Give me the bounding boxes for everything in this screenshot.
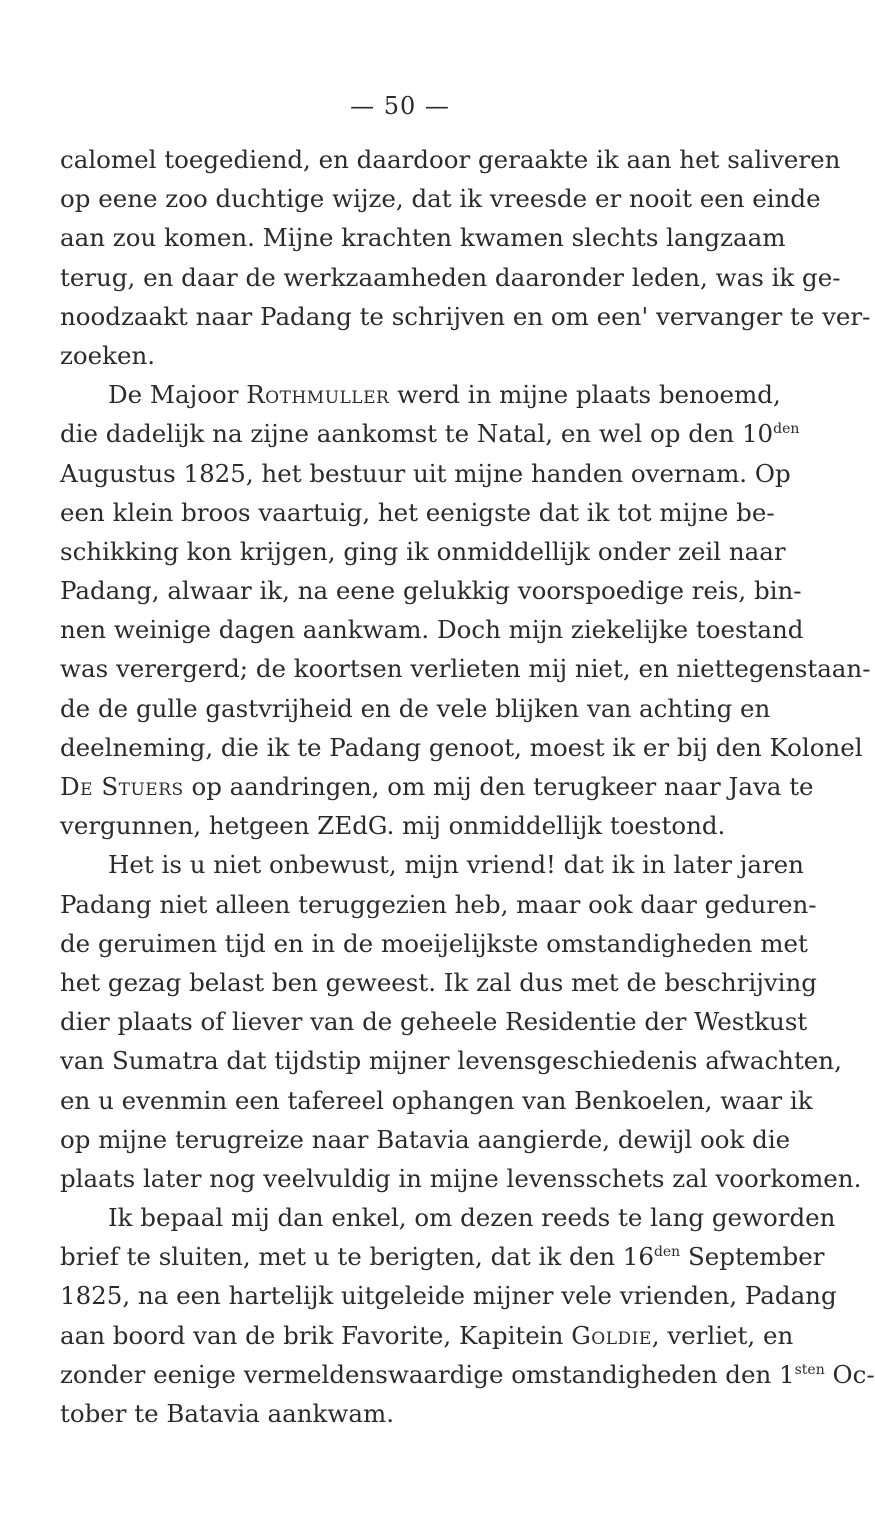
text-line (60, 258, 841, 297)
line-text: Oc- (824, 1359, 875, 1389)
line-text: en u evenmin een tafereel ophangen van Benkoelen, waar ik (60, 1085, 813, 1115)
text-line (60, 179, 821, 218)
line-text: aan zou komen. Mijne krachten kwamen slechts langzaam (60, 223, 786, 253)
line-text: September (680, 1242, 825, 1272)
text-line (60, 336, 768, 375)
text-line (60, 493, 775, 532)
line-text: zoeken. (60, 340, 156, 370)
line-text: die dadelijk na zijne aankomst te Natal, en wel op den 10 (60, 419, 774, 449)
text-line (60, 1276, 837, 1315)
text-line (60, 963, 817, 1002)
text-line (60, 649, 871, 688)
person-name: Goldie (571, 1320, 652, 1350)
line-text: dier plaats of liever van de geheele Residentie der Westkust (60, 1007, 808, 1037)
line-text: het gezag belast ben geweest. Ik zal dus met de beschrijving (60, 967, 817, 997)
text-line (60, 728, 863, 767)
line-text: op eene zoo duchtige wijze, dat ik vreesde er nooit een einde (60, 184, 821, 214)
line-text: Padang, alwaar ik, na eene gelukkig voorspoedige reis, bin- (60, 576, 802, 606)
text-line (60, 924, 808, 963)
text-line (60, 806, 768, 845)
line-text: 1825, na een hartelijk uitgeleide mijner vele vrienden, Padang (60, 1281, 837, 1311)
line-text: de de gulle gastvrijheid en de vele blijken van achting en (60, 693, 771, 723)
text-line (60, 140, 841, 179)
ordinal-superscript: sten (794, 1361, 825, 1378)
text-line (60, 297, 871, 336)
line-text: plaats later nog veelvuldig in mijne levensschets zal voorkomen. (60, 1163, 862, 1193)
line-text: op mijne terugreize naar Batavia aangierde, dewijl ook die (60, 1124, 791, 1154)
line-text: Ik bepaal mij dan enkel, om dezen reeds te lang geworden (108, 1203, 836, 1233)
ordinal-superscript: den (653, 1244, 681, 1261)
line-text: brief te sluiten, met u te berigten, dat ik den 16 (60, 1242, 654, 1272)
line-text: , verliet, en (651, 1320, 794, 1350)
line-text: noodzaakt naar Padang te schrijven en om een' vervanger te ver- (60, 301, 871, 331)
person-name: Rothmuller (246, 380, 390, 410)
line-text: werd in mijne plaats benoemd, (389, 380, 781, 410)
line-text: tober te Batavia aankwam. (60, 1399, 394, 1428)
line-text: aan boord van de brik Favorite, Kapitein (60, 1320, 572, 1350)
text-line (60, 571, 802, 610)
text-line (60, 375, 781, 414)
text-line (60, 1081, 813, 1120)
text-line (60, 767, 814, 806)
line-text: nen weinige dagen aankwam. Doch mijn ziekelijke toestand (60, 615, 804, 645)
line-text: zonder eenige vermeldenswaardige omstandigheden den 1 (60, 1359, 795, 1389)
line-text: terug, en daar de werkzaamheden daaronder leden, was ik ge- (60, 262, 841, 292)
person-name: De Stuers (60, 772, 184, 801)
text-line (60, 532, 786, 571)
text-line (60, 845, 804, 884)
text-line (60, 1120, 791, 1159)
line-text: De Majoor (108, 380, 247, 410)
text-line (60, 689, 771, 728)
text-line (60, 1394, 768, 1433)
line-text: de geruimen tijd en in de moeijelijkste omstandigheden met (60, 928, 808, 958)
text-line (60, 1198, 836, 1237)
text-line (60, 1002, 808, 1041)
text-line (60, 218, 786, 257)
text-line (60, 1159, 862, 1198)
line-text: was verergerd; de koortsen verlieten mij niet, en niettegenstaan- (60, 654, 871, 684)
line-text: deelneming, die ik te Padang genoot, moest ik er bij den Kolonel (60, 732, 863, 762)
line-text: schikking kon krijgen, ging ik onmiddellijk onder zeil naar (60, 536, 786, 566)
line-text: van Sumatra dat tijdstip mijner levensgeschiedenis afwachten, (60, 1046, 842, 1076)
text-line (60, 414, 800, 453)
line-text: een klein broos vaartuig, het eenigste dat ik tot mijne be- (60, 497, 775, 527)
line-text: Het is u niet onbewust, mijn vriend! dat ik in later jaren (108, 850, 804, 880)
ordinal-superscript: den (773, 421, 800, 438)
line-text: Padang niet alleen teruggezien heb, maar ook daar geduren- (60, 889, 817, 919)
text-line (60, 885, 817, 924)
line-text: op aandringen, om mij den terugkeer naar Java te (183, 772, 814, 801)
text-line (60, 1355, 875, 1394)
line-text: vergunnen, hetgeen ZEdG. mij onmiddellijk toestond. (60, 811, 726, 841)
body-text (60, 140, 875, 1433)
line-text: Augustus 1825, het bestuur uit mijne handen overnam. Op (60, 458, 791, 488)
text-line (60, 454, 791, 493)
line-text: calomel toegediend, en daardoor geraakte ik aan het saliveren (60, 145, 841, 174)
text-line (60, 1041, 842, 1080)
page-number: — 50 — (350, 92, 450, 120)
text-line (60, 1316, 794, 1355)
text-line (60, 610, 804, 649)
text-line (60, 1237, 825, 1276)
